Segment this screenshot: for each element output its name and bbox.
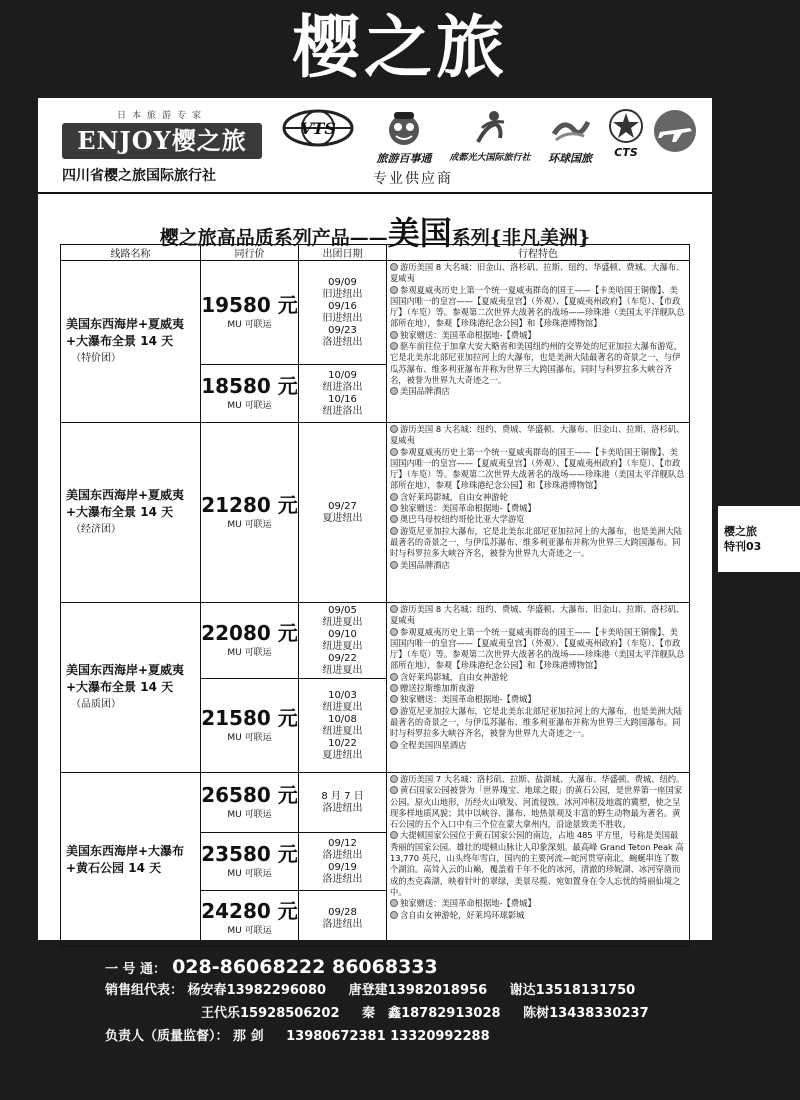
departure-dates-cell	[299, 261, 387, 365]
bullet-icon	[390, 504, 398, 512]
price-amount: 23580 元	[201, 841, 298, 866]
departure-date: 09/19	[328, 861, 357, 873]
hotline-numbers: 028-86068222 86068333	[172, 956, 438, 978]
route-name-cell	[61, 423, 201, 603]
partner-name: CTS	[614, 146, 638, 159]
airline-note: MU 可联运	[227, 732, 272, 743]
departure-dates-cell	[299, 423, 387, 603]
departure-date: 纽进夏出	[322, 616, 363, 628]
masthead-title: 樱之旅	[291, 8, 508, 88]
side-tab-line2: 特刊03	[724, 540, 762, 553]
departure-date: 09/09	[328, 276, 357, 288]
bullet-icon	[390, 899, 398, 907]
feature-item: 大提顿国家公园位于黄石国家公园的南边，占地 485 平方里，号称是美国最秀丽的国家公园。雄壮的堤顿山脉让人印象深刻。最高峰 Grand Teton Peak 高 13,770 英尺，山头终年雪白，国内的主要河流—蛇河贯穿南北，蜿蜒串连了数个湖泊。高耸入云的山巅，覆盖着千年不化的冰河，清澈的珍妮湖、冰河穿凿而成的杰克森湖，映着针叶的翠绿，美景尽揽、宛如置身在令人忘忧的绮丽仙境之中。	[390, 830, 684, 897]
departure-date: 纽进夏出	[322, 664, 363, 676]
masthead	[0, 0, 800, 98]
feature-item: 游历美国 8 大名城：旧金山、洛杉矶、拉斯、纽约、华盛顿、费城、大瀑布、夏威夷	[390, 262, 685, 284]
feature-item: 游历美国 7 大名城：洛杉矶、拉斯、盐湖城、大瀑布、华盛顿、费城、纽约。	[390, 774, 686, 785]
header-price: 同行价	[201, 245, 299, 261]
bullet-icon	[390, 684, 398, 692]
price-amount: 21280 元	[201, 492, 298, 517]
departure-date: 09/16	[328, 300, 357, 312]
brand-tagline: 日本旅游专家	[116, 111, 207, 121]
route-name-cell	[61, 773, 201, 947]
departure-date: 09/23	[328, 324, 357, 336]
feature-item: 含自由女神游轮，好莱坞环球影城	[390, 910, 686, 921]
price-cell	[201, 365, 299, 423]
airline-note: MU 可联运	[227, 868, 272, 879]
airline-note: MU 可联运	[227, 925, 272, 936]
sales-contact: 秦 鑫18782913028	[362, 1006, 501, 1021]
bullet-icon	[390, 673, 398, 681]
feature-item: 游览尼亚加拉大瀑布，它是北美东北部尼亚加拉河上的大瀑布，也是美洲大陆最著名的奇景之一，与伊瓜苏瀑布、维多利亚瀑布并称为世界三大跨国瀑布。同时与科罗拉多大峡谷齐名，被誉为世界九大奇迹之一。	[390, 525, 683, 559]
wave-icon	[550, 108, 590, 148]
departure-dates-cell	[299, 891, 387, 947]
departure-date: 夏进纽出	[322, 749, 363, 761]
side-tab-line1: 樱之旅	[724, 525, 757, 538]
departure-date: 纽进洛出	[322, 405, 363, 417]
route-name-line: 美国东西海岸+大瀑布	[66, 843, 185, 858]
route-name-line: +黄石公园 14 天	[66, 860, 162, 875]
airline-note: MU 可联运	[227, 809, 272, 820]
route-grade: （特价团）	[71, 353, 121, 364]
bullet-icon	[390, 527, 398, 535]
sales-contact: 杨安春13982296080	[187, 983, 327, 998]
route-name-line: +大瀑布全景 14 天	[66, 334, 174, 348]
table-row	[61, 261, 690, 365]
itinerary-table	[60, 244, 690, 947]
bullet-icon	[390, 448, 398, 456]
route-grade: （品质团）	[71, 699, 121, 710]
feature-item: 独家赠送：美国革命根据地-【费城】	[390, 503, 686, 514]
mascot-icon	[384, 108, 424, 148]
bullet-icon	[390, 786, 398, 794]
departure-date: 洛进纽出	[322, 918, 363, 930]
route-name-line: 美国东西海岸+夏威夷	[66, 317, 185, 331]
side-tab	[718, 506, 800, 572]
feature-item: 独家赠送：美国革命根据地-【费城】	[390, 898, 686, 909]
bullet-icon	[390, 561, 398, 569]
feature-item: 驱车前往位于加拿大安大略省和美国纽约州的交界处的尼亚加拉大瀑布游览，它是北美东北部尼亚加拉河上的大瀑布，也是美洲大陆最著名的奇景之一，与伊瓜苏瀑布、维多利亚瀑布并称为世界三大跨国瀑布。同时与科罗拉多大峡谷齐名，被誉为世界九大奇迹之一。	[390, 341, 683, 385]
departure-date: 洛进纽出	[322, 802, 363, 814]
partner-huanqiu	[540, 108, 600, 166]
route-name-cell	[61, 603, 201, 773]
partner-name: 旅游百事通	[376, 152, 432, 165]
price-cell	[201, 891, 299, 947]
departure-date: 09/12	[328, 837, 357, 849]
price-cell	[201, 603, 299, 679]
airline-note: MU 可联运	[227, 519, 272, 530]
feature-item: 参观夏威夷历史上第一个统一夏威夷群岛的国王——【卡美哈国王铜像】、美国国内唯一的皇宫——【夏威夷皇宫】（外观）、【夏威夷州政府】（车览）、【市政厅】（车览）等。参观第二次世界大战著名的战场——珍珠港（美国太平洋舰队总部所在地），参观【珍珠港纪念公园】和【珍珠港博物馆】	[390, 284, 685, 329]
contact-footer	[105, 956, 785, 1048]
bullet-icon	[390, 605, 398, 613]
departure-date: 旧进纽出	[322, 312, 363, 324]
product-title-series: 系列{非凡美洲}	[451, 227, 591, 249]
price-cell	[201, 773, 299, 833]
bullet-icon	[390, 775, 398, 783]
price-amount: 24280 元	[201, 898, 298, 923]
agency-name: 四川省樱之旅国际旅行社	[62, 168, 216, 184]
departure-date: 纽进夏出	[322, 725, 363, 737]
hotline-label: 一 号 通：	[105, 962, 167, 977]
feature-item: 奥巴马母校纽约哥伦比亚大学游览	[390, 514, 686, 525]
manager-name: 那 剑	[233, 1029, 264, 1044]
bullet-icon	[390, 387, 398, 395]
departure-date: 10/08	[328, 713, 357, 725]
departure-date: 10/16	[328, 393, 357, 405]
price-cell	[201, 423, 299, 603]
route-grade: （经济团）	[71, 524, 121, 535]
price-amount: 19580 元	[201, 292, 298, 317]
price-amount: 18580 元	[201, 373, 298, 398]
route-name-line: +大瀑布全景 14 天	[66, 505, 174, 519]
departure-date: 09/05	[328, 604, 357, 616]
globe-icon	[282, 108, 354, 148]
bullet-icon	[390, 425, 398, 433]
feature-item: 游历美国 8 大名城：纽约、费城、华盛顿、大瀑布、旧金山、拉斯、洛杉矶、夏威夷	[390, 604, 685, 626]
departure-dates-cell	[299, 773, 387, 833]
departure-date: 09/27	[328, 500, 357, 512]
itinerary-features-cell	[387, 773, 690, 947]
departure-dates-cell	[299, 365, 387, 423]
sales-contact: 谢达13518131750	[509, 983, 636, 998]
header-dates: 出团日期	[299, 245, 387, 261]
departure-date: 洛进纽出	[322, 336, 363, 348]
itinerary-features-cell	[387, 603, 690, 773]
bullet-icon	[390, 707, 398, 715]
hotline-row	[105, 956, 785, 979]
departure-date: 洛进纽出	[322, 849, 363, 861]
bullet-icon	[390, 831, 398, 839]
departure-date: 09/10	[328, 628, 357, 640]
departure-date: 09/22	[328, 652, 357, 664]
feature-item: 美国品牌酒店	[390, 386, 686, 397]
feature-item: 含好莱坞影城，自由女神游轮	[390, 492, 686, 503]
feature-item: 美国品牌酒店	[390, 560, 686, 571]
feature-item: 游历美国 8 大名城：纽约、费城、华盛顿、大瀑布、旧金山、拉斯、洛杉矶、夏威夷	[390, 424, 685, 446]
bullet-icon	[390, 493, 398, 501]
header-route: 线路名称	[61, 245, 201, 261]
price-amount: 22080 元	[201, 620, 298, 645]
sales-row-1	[105, 979, 785, 1002]
itinerary-features-cell	[387, 261, 690, 423]
supplier-label: 专业供应商	[373, 171, 453, 187]
feature-item: 含好莱坞影城，自由女神游轮	[390, 672, 686, 683]
flyer-sheet	[38, 98, 712, 940]
bullet-icon	[390, 286, 398, 294]
airline-note: MU 可联运	[227, 319, 272, 330]
feature-item: 全程美国四星酒店	[390, 740, 686, 751]
departure-date: 纽进夏出	[322, 701, 363, 713]
price-amount: 26580 元	[201, 782, 298, 807]
brand-logo: ENJOY樱之旅	[62, 123, 262, 159]
departure-date: 纽进夏出	[322, 640, 363, 652]
price-cell	[201, 261, 299, 365]
feature-item: 独家赠送：美国革命根据地-【费城】	[390, 694, 686, 705]
brand-block	[62, 108, 262, 185]
bullet-icon	[390, 263, 398, 271]
bullet-icon	[390, 331, 398, 339]
sales-contact: 唐登建13982018956	[348, 983, 488, 998]
departure-date: 10/09	[328, 369, 357, 381]
bullet-icon	[390, 342, 398, 350]
departure-date: 09/28	[328, 906, 357, 918]
itinerary-features-cell	[387, 423, 690, 603]
header-features: 行程特色	[387, 245, 690, 261]
departure-date: 洛进纽出	[322, 873, 363, 885]
departure-date: 纽进洛出	[322, 381, 363, 393]
route-name-line: 美国东西海岸+夏威夷	[66, 488, 185, 502]
route-name-line: 美国东西海岸+夏威夷	[66, 663, 185, 677]
feature-item: 黄石国家公园被誉为「世界瑰宝、地球之眼」的黄石公园，是世界第一座国家公园。原火山地形，历经火山喷发、河流侵蚀、冰河冲积及地震的冀塑，使之呈现多样地质风貌；其中以峡谷、瀑布、地热景观及丰富的野生动物最为著名。黄石公园的五个入口中有三个位在蒙大拿州内，沿途景致美不胜收。	[390, 785, 683, 830]
sales-label: 销售组代表：	[105, 983, 184, 998]
feature-item: 赠送拉斯维加斯夜游	[390, 683, 686, 694]
route-name-cell	[61, 261, 201, 423]
table-body	[61, 261, 690, 947]
product-title	[38, 208, 712, 252]
partner-name: 环球国旅	[548, 152, 592, 165]
route-name-line: +大瀑布全景 14 天	[66, 680, 174, 694]
partner-guangda	[446, 108, 534, 163]
runner-icon	[470, 108, 510, 148]
sales-contact: 王代乐15928506202	[201, 1006, 340, 1021]
departure-date: 旧进纽出	[322, 288, 363, 300]
price-cell	[201, 679, 299, 773]
feature-item: 参观夏威夷历史上第一个统一夏威夷群岛的国王——【卡美哈国王铜像】、美国国内唯一的皇宫——【夏威夷皇宫】（外观）、【夏威夷州政府】（车览）、【市政厅】（车览）等。参观第二次世界大战著名的战场——珍珠港（美国太平洋舰队总部所在地），参观【珍珠港纪念公园】和【珍珠港博物馆】	[390, 626, 685, 671]
table-header-row	[61, 245, 690, 261]
airplane-icon	[652, 108, 698, 154]
departure-date: 10/22	[328, 737, 357, 749]
bullet-icon	[390, 628, 398, 636]
price-cell	[201, 833, 299, 891]
manager-label: 负责人（质量监督）：	[105, 1029, 229, 1044]
partner-name: VTS	[300, 119, 336, 138]
product-title-country: 美国	[387, 214, 452, 252]
airline-note: MU 可联运	[227, 647, 272, 658]
price-amount: 21580 元	[201, 705, 298, 730]
partner-logos	[278, 108, 698, 164]
table-row	[61, 603, 690, 679]
partner-cts	[606, 108, 646, 159]
table-row	[61, 423, 690, 603]
departure-date: 10/03	[328, 689, 357, 701]
product-title-main: 樱之旅高品质系列产品——	[159, 227, 388, 249]
bullet-icon	[390, 741, 398, 749]
sales-contact: 陈树13438330237	[523, 1006, 649, 1021]
partner-airline	[652, 108, 698, 154]
feature-item: 参观夏威夷历史上第一个统一夏威夷群岛的国王——【卡美哈国王铜像】、美国国内唯一的皇宫——【夏威夷皇宫】（外观）、【夏威夷州政府】（车览）、【市政厅】（车览）等。参观第二次世界大战著名的战场——珍珠港（美国太平洋舰队总部所在地），参观【珍珠港纪念公园】和【珍珠港博物馆】	[390, 446, 685, 491]
bullet-icon	[390, 695, 398, 703]
partner-lvyou-baishitong	[366, 108, 442, 166]
sales-row-2	[105, 1002, 785, 1025]
departure-date: 夏进纽出	[322, 512, 363, 524]
departure-dates-cell	[299, 603, 387, 679]
bullet-icon	[390, 911, 398, 919]
manager-row	[105, 1025, 785, 1048]
table-row	[61, 773, 690, 833]
bullet-icon	[390, 515, 398, 523]
departure-date: 8 月 7 日	[321, 790, 364, 802]
airline-note: MU 可联运	[227, 400, 272, 411]
feature-item: 独家赠送：美国革命根据地-【费城】	[390, 330, 686, 341]
departure-dates-cell	[299, 833, 387, 891]
flyer-header	[38, 98, 712, 194]
partner-name: 成都光大国际旅行社	[449, 153, 531, 163]
feature-item: 游览尼亚加拉大瀑布，它是北美东北部尼亚加拉河上的大瀑布，也是美洲大陆最著名的奇景之一，与伊瓜苏瀑布、维多利亚瀑布并称为世界三大跨国瀑布。同时与科罗拉多大峡谷齐名，被誉为世界九大奇迹之一。	[390, 705, 683, 739]
star-icon	[608, 108, 644, 144]
partner-vts	[278, 108, 358, 148]
departure-dates-cell	[299, 679, 387, 773]
manager-phones: 13980672381 13320992288	[286, 1029, 490, 1044]
